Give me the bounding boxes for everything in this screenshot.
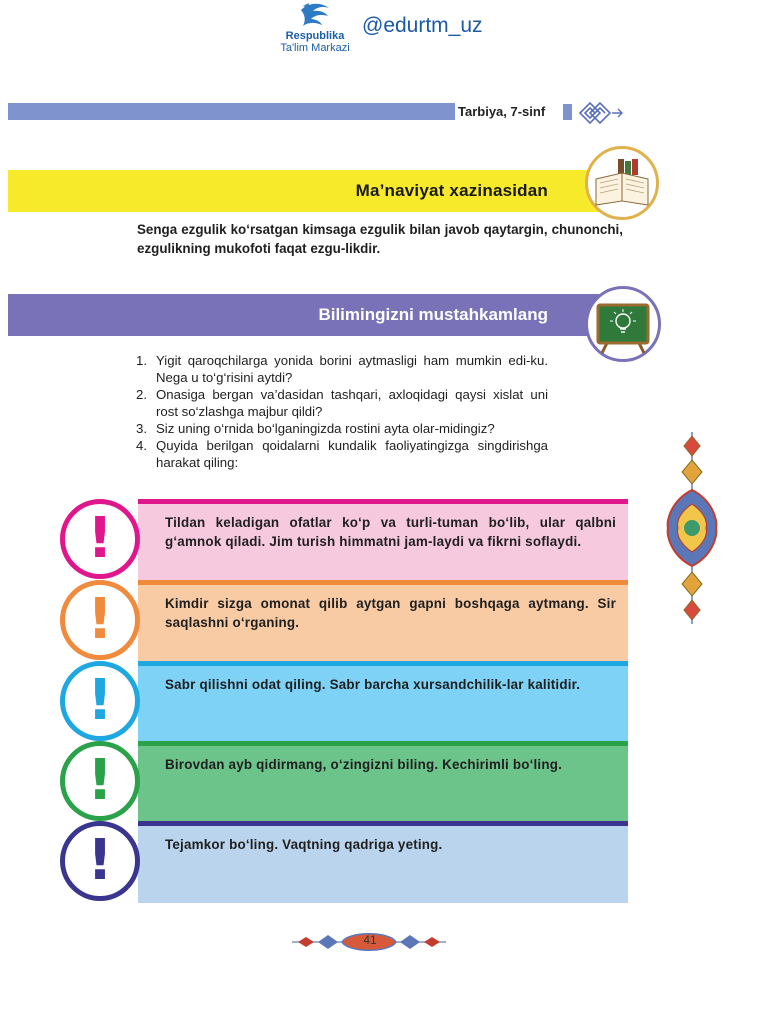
institution-logo [270, 0, 360, 58]
logo-line2: Ta'lim Markazi [280, 42, 350, 54]
rule-box [60, 580, 628, 662]
list-item [130, 386, 548, 420]
header-band-end [563, 104, 572, 120]
exclamation-icon: ! [60, 821, 140, 901]
rule-box [60, 741, 628, 823]
list-item [130, 420, 548, 437]
question-number: 2. [136, 387, 147, 402]
question-number: 4. [136, 438, 147, 453]
header-band [8, 103, 455, 120]
rule-text: Tejamkor bo‘ling. Vaqtning qadriga yeting. [165, 837, 443, 852]
book-icon [585, 146, 659, 220]
logo-line1: Respublika [285, 30, 345, 42]
question-number: 3. [136, 421, 147, 436]
section-title-treasury: Ma’naviyat xazinasidan [355, 181, 548, 200]
list-item [130, 352, 548, 386]
chalkboard-icon [585, 286, 661, 362]
rule-box [60, 821, 628, 903]
question-text: Quyida berilgan qoidalarni kundalik faoliyatingizga singdirishga harakat qiling: [156, 438, 548, 470]
question-list [130, 352, 548, 471]
exclamation-icon: ! [60, 499, 140, 579]
rule-text: Tildan keladigan ofatlar ko‘p va turli-tuman bo‘lib, ular qalbni g‘amnok qiladi. Jim turish himmatni jam-laydi va fikrni soflaydi. [165, 515, 616, 549]
rule-box [60, 499, 628, 581]
question-text: Siz uning o‘rnida bo‘lganingizda rostini ayta olar-midingiz? [156, 421, 495, 436]
side-ornament-icon [664, 430, 720, 626]
rule-text: Sabr qilishni odat qiling. Sabr barcha xursandchilik-lar kalitidir. [165, 677, 581, 692]
ornament-icon [576, 96, 624, 130]
subject-label: Tarbiya, 7-sinf [458, 104, 546, 119]
section-title-reinforce: Bilimingizni mustahkamlang [318, 305, 548, 324]
exclamation-icon: ! [60, 580, 140, 660]
exclamation-icon: ! [60, 741, 140, 821]
rule-text: Birovdan ayb qidirmang, o‘zingizni biling. Kechirimli bo‘ling. [165, 757, 563, 772]
page-number: 41 [363, 933, 377, 947]
list-item [130, 437, 548, 471]
question-text: Onasiga bergan va’dasidan tashqari, axloqidagi qaysi xislat uni rost so‘zlashga majbur qildi? [156, 387, 548, 419]
question-number: 1. [136, 353, 147, 368]
quote-text: Senga ezgulik ko‘rsatgan kimsaga ezgulik bilan javob qaytargin, chunonchi, ezgulikning mukofoti faqat ezgu-likdir. [137, 222, 623, 256]
question-text: Yigit qaroqchilarga yonida borini aytmasligi ham mumkin edi-ku. Nega u to‘g‘risini aytdi? [156, 353, 548, 385]
bird-logo-icon [295, 0, 335, 30]
rule-box [60, 661, 628, 743]
exclamation-icon: ! [60, 661, 140, 741]
social-handle: @edurtm_uz [362, 14, 483, 37]
rule-text: Kimdir sizga omonat qilib aytgan gapni boshqaga aytmang. Sir saqlashni o‘rganing. [165, 596, 616, 630]
